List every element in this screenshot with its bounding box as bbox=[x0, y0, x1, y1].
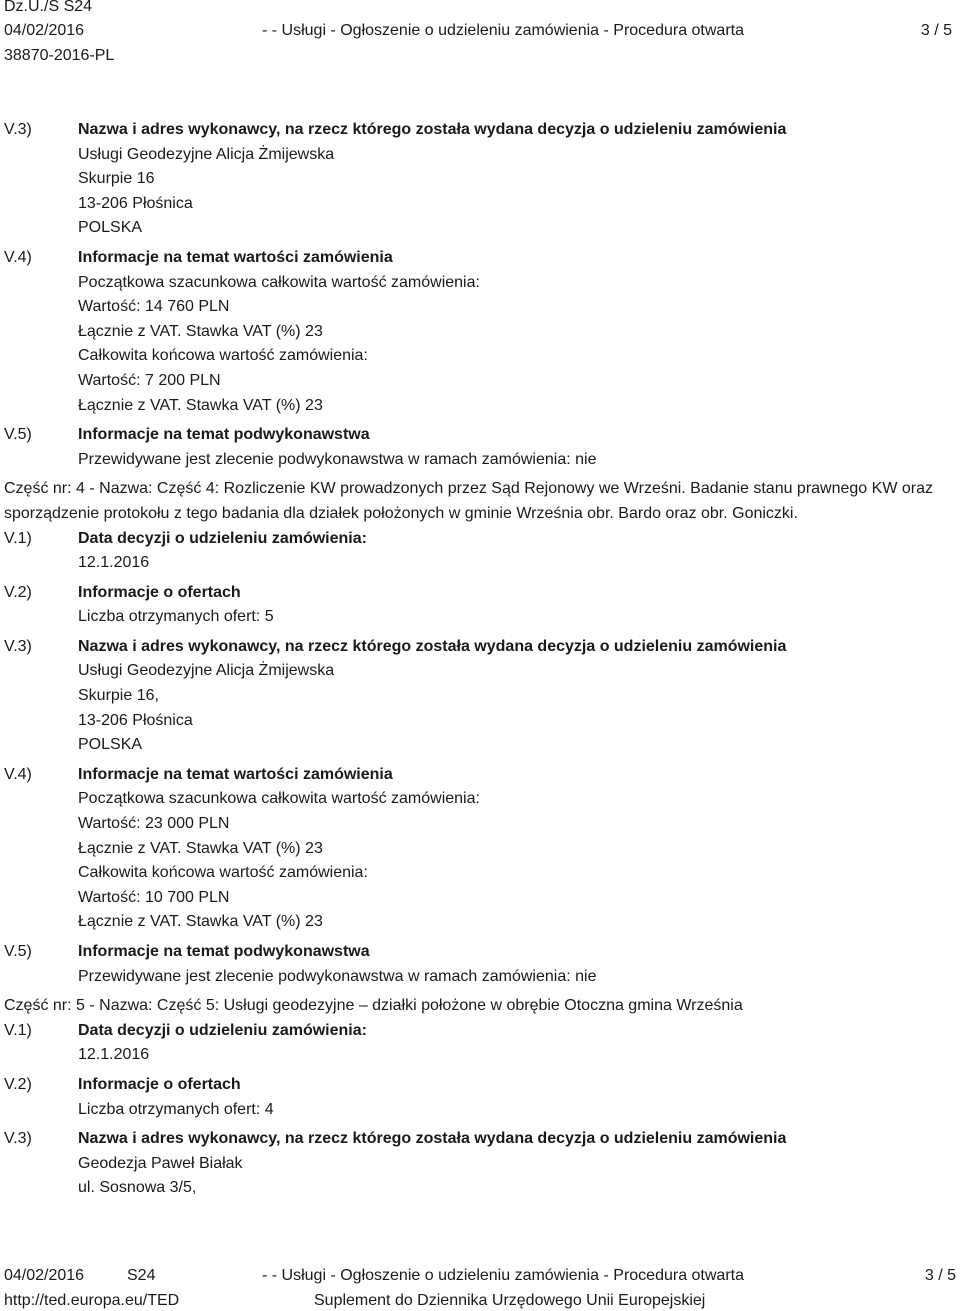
page-footer bbox=[0, 1262, 960, 1311]
footer-series: S24 bbox=[127, 1267, 156, 1284]
footer-page-number: 3 / 5 bbox=[924, 1267, 956, 1284]
contractor-name: Usługi Geodezyjne Alicja Żmijewska bbox=[78, 145, 335, 163]
contractor-city: 13-206 Płośnica bbox=[78, 194, 193, 212]
section-code: V.1) bbox=[4, 529, 32, 547]
section-v4 bbox=[4, 246, 956, 418]
value-line: Wartość: 23 000 PLN bbox=[78, 815, 230, 833]
footer-title: - - Usługi - Ogłoszenie o udzieleniu zamówienia - Procedura otwarta bbox=[262, 1267, 744, 1284]
document-body bbox=[4, 118, 956, 1201]
part-description: Część nr: 4 - Nazwa: Część 4: Rozliczenie KW prowadzonych przez Sąd Rejonowy we Wrześni. Badanie stanu prawnego KW oraz sporządzenie protokołu z tego badania dla działek położonych w gminie Września obr. Bardo oraz obr. Goniczki. bbox=[4, 480, 933, 522]
decision-date: 12.1.2016 bbox=[78, 1046, 150, 1064]
section-v4 bbox=[4, 763, 956, 935]
section-v3 bbox=[4, 118, 956, 241]
section-code: V.4) bbox=[4, 248, 32, 266]
value-line: Początkowa szacunkowa całkowita wartość zamówienia: bbox=[78, 790, 480, 808]
header-title: - - Usługi - Ogłoszenie o udzieleniu zamówienia - Procedura otwarta bbox=[262, 22, 744, 39]
value-line: Całkowita końcowa wartość zamówienia: bbox=[78, 347, 368, 365]
section-heading: Nazwa i adres wykonawcy, na rzecz którego została wydana decyzja o udzieleniu zamówienia bbox=[78, 1130, 787, 1148]
contractor-street: ul. Sosnowa 3/5, bbox=[78, 1179, 197, 1197]
section-heading: Data decyzji o udzieleniu zamówienia: bbox=[78, 529, 367, 547]
header-page-number: 3 / 5 bbox=[920, 22, 952, 39]
decision-date: 12.1.2016 bbox=[78, 554, 150, 572]
offers-count: Liczba otrzymanych ofert: 4 bbox=[78, 1100, 274, 1118]
section-v2 bbox=[4, 581, 956, 630]
section-v3 bbox=[4, 1127, 956, 1201]
value-line: Wartość: 7 200 PLN bbox=[78, 371, 221, 389]
section-heading: Informacje na temat wartości zamówienia bbox=[78, 765, 393, 783]
value-line: Łącznie z VAT. Stawka VAT (%) 23 bbox=[78, 839, 323, 857]
header-date: 04/02/2016 bbox=[4, 22, 85, 39]
section-code: V.1) bbox=[4, 1021, 32, 1039]
section-heading: Informacje na temat podwykonawstwa bbox=[78, 943, 370, 960]
footer-supplement: Suplement do Dziennika Urzędowego Unii Europejskiej bbox=[314, 1292, 706, 1309]
section-heading: Nazwa i adres wykonawcy, na rzecz którego została wydana decyzja o udzieleniu zamówienia bbox=[78, 121, 787, 138]
contractor-country: POLSKA bbox=[78, 219, 143, 237]
section-v2 bbox=[4, 1073, 956, 1122]
value-line: Wartość: 14 760 PLN bbox=[78, 298, 230, 316]
contractor-street: Skurpie 16 bbox=[78, 170, 155, 188]
section-code: V.2) bbox=[4, 1075, 32, 1093]
contractor-street: Skurpie 16, bbox=[78, 687, 159, 705]
section-heading: Informacje na temat wartości zamówienia bbox=[78, 248, 393, 266]
section-code: V.3) bbox=[4, 637, 32, 655]
section-heading: Informacje na temat podwykonawstwa bbox=[78, 426, 370, 444]
section-code: V.5) bbox=[4, 943, 32, 960]
section-v1 bbox=[4, 1019, 956, 1068]
value-line: Początkowa szacunkowa całkowita wartość zamówienia: bbox=[78, 273, 480, 291]
contractor-name: Geodezja Paweł Białak bbox=[78, 1154, 243, 1172]
part-description: Część nr: 5 - Nazwa: Część 5: Usługi geodezyjne – działki położone w obrębie Otoczna gmina Września bbox=[4, 997, 743, 1015]
section-code: V.5) bbox=[4, 426, 32, 444]
section-v5 bbox=[4, 940, 956, 989]
value-line: Łącznie z VAT. Stawka VAT (%) 23 bbox=[78, 913, 323, 931]
contractor-city: 13-206 Płośnica bbox=[78, 711, 193, 729]
subcontracting-line: Przewidywane jest zlecenie podwykonawstwa w ramach zamówienia: nie bbox=[78, 967, 597, 985]
section-heading: Nazwa i adres wykonawcy, na rzecz którego została wydana decyzja o udzieleniu zamówienia bbox=[78, 637, 787, 655]
section-code: V.4) bbox=[4, 765, 32, 783]
section-v3 bbox=[4, 635, 956, 758]
section-heading: Informacje o ofertach bbox=[78, 583, 241, 601]
journal-ref: Dz.U./S S24 bbox=[4, 0, 93, 15]
contractor-name: Usługi Geodezyjne Alicja Żmijewska bbox=[78, 662, 335, 680]
footer-date: 04/02/2016 bbox=[4, 1267, 85, 1284]
value-line: Łącznie z VAT. Stawka VAT (%) 23 bbox=[78, 396, 323, 414]
section-code: V.2) bbox=[4, 583, 32, 601]
value-line: Całkowita końcowa wartość zamówienia: bbox=[78, 864, 368, 882]
section-code: V.3) bbox=[4, 121, 32, 138]
value-line: Wartość: 10 700 PLN bbox=[78, 888, 230, 906]
section-v5 bbox=[4, 423, 956, 472]
section-heading: Informacje o ofertach bbox=[78, 1075, 241, 1093]
notice-id: 38870-2016-PL bbox=[4, 47, 115, 64]
contractor-country: POLSKA bbox=[78, 736, 143, 754]
page-header bbox=[4, 0, 956, 72]
section-code: V.3) bbox=[4, 1130, 32, 1148]
offers-count: Liczba otrzymanych ofert: 5 bbox=[78, 608, 274, 626]
subcontracting-line: Przewidywane jest zlecenie podwykonawstwa w ramach zamówienia: nie bbox=[78, 450, 597, 468]
footer-url: http://ted.europa.eu/TED bbox=[4, 1292, 180, 1309]
section-heading: Data decyzji o udzieleniu zamówienia: bbox=[78, 1021, 367, 1039]
value-line: Łącznie z VAT. Stawka VAT (%) 23 bbox=[78, 322, 323, 340]
section-v1 bbox=[4, 527, 956, 576]
